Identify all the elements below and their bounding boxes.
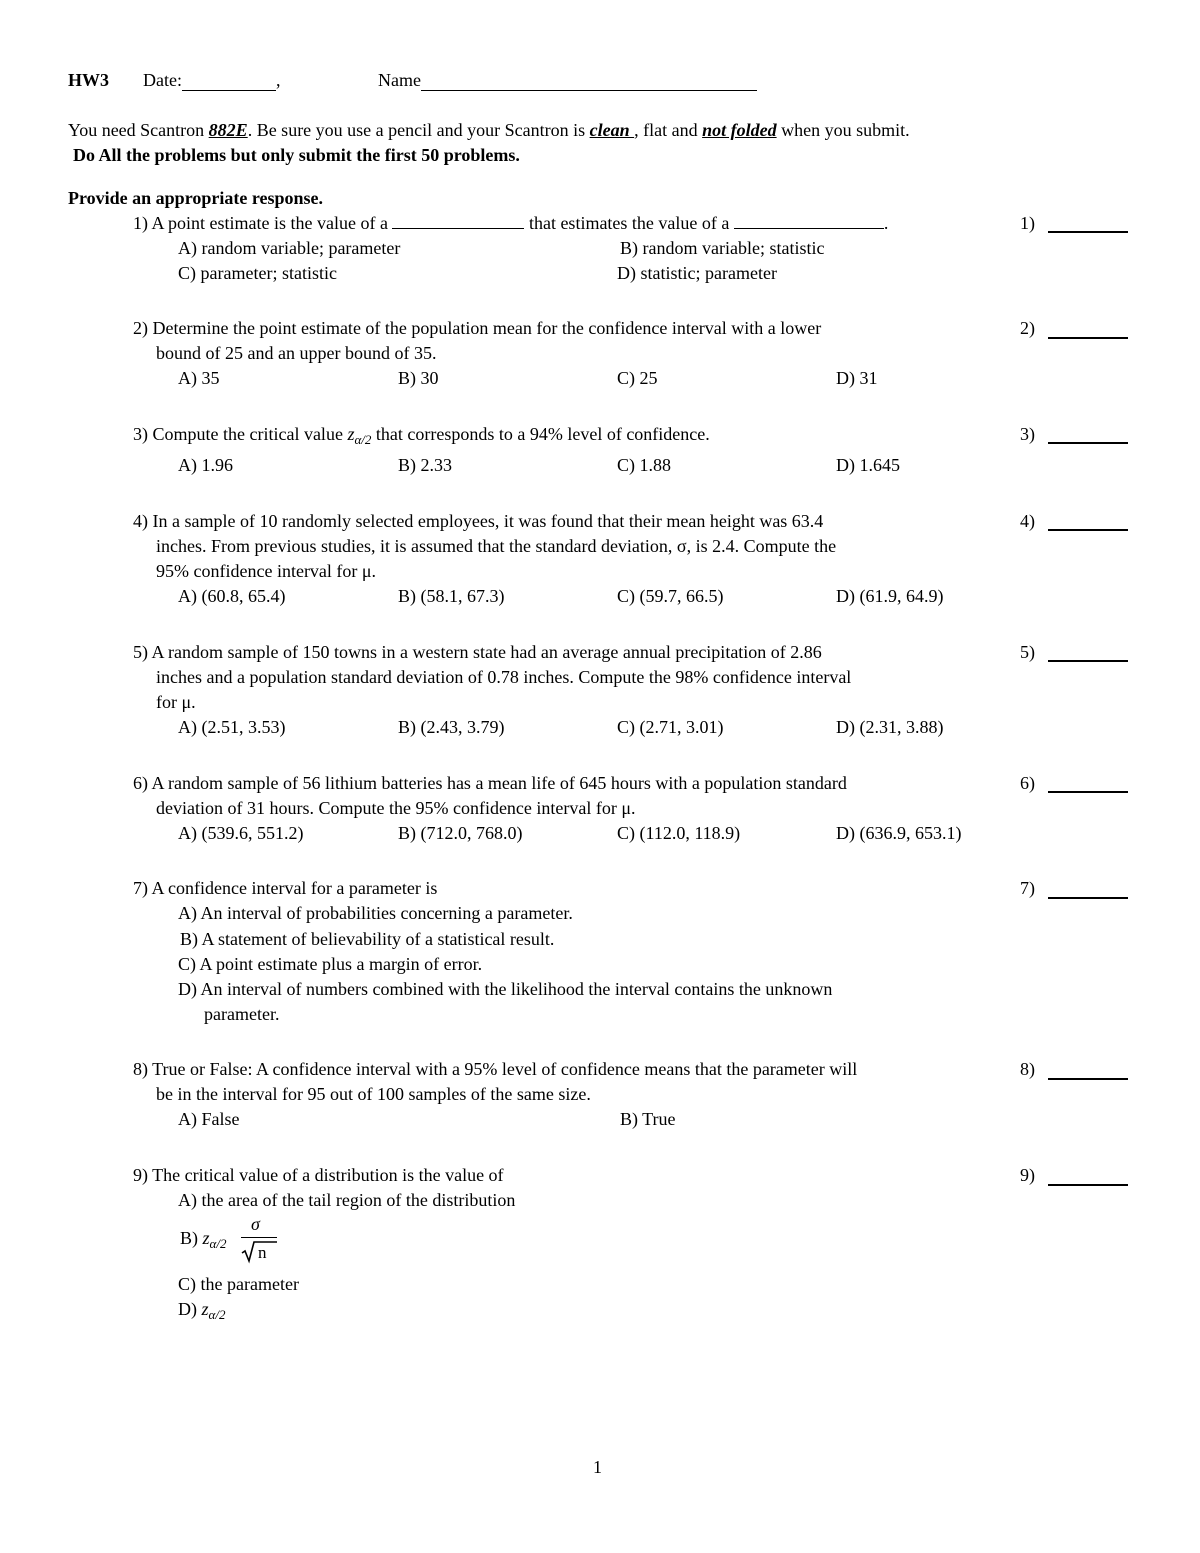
clean-emphasis: clean [589, 120, 635, 140]
q9-option-b [180, 1227, 226, 1251]
q4-option-c: C) (59.7, 66.5) [617, 586, 724, 606]
question-2-line-2: bound of 25 and an upper bound of 35. [156, 343, 437, 363]
instructions-line-1 [68, 119, 910, 141]
instr-text-a: You need Scantron [68, 120, 209, 140]
n-denominator: n [258, 1243, 267, 1262]
q5-option-a: A) (2.51, 3.53) [178, 717, 286, 737]
question-9-line-1: 9) The critical value of a distribution is the value of [133, 1165, 504, 1185]
answer-number-4: 4) [1020, 511, 1035, 531]
question-3-text [133, 423, 710, 447]
q3-part-b: that corresponds to a 94% level of confidence. [371, 424, 710, 444]
date-suffix: , [275, 70, 281, 90]
instructions-line-2: Do All the problems but only submit the first 50 problems. [73, 145, 520, 165]
sigma-numerator: σ [251, 1214, 260, 1234]
name-field[interactable] [421, 72, 757, 91]
question-8-line-1: 8) True or False: A confidence interval with a 95% level of confidence means that the parameter will [133, 1059, 858, 1079]
q6-option-c: C) (112.0, 118.9) [617, 823, 741, 843]
q8-option-b: B) True [620, 1109, 676, 1129]
answer-number-7: 7) [1020, 878, 1035, 898]
question-6-line-1: 6) A random sample of 56 lithium batteries has a mean life of 645 hours with a population standard [133, 773, 847, 793]
q9-option-a: A) the area of the tail region of the distribution [178, 1190, 516, 1210]
q3-option-a: A) 1.96 [178, 455, 233, 475]
instr-text-d: when you submit. [776, 120, 910, 140]
answer-number-6: 6) [1020, 773, 1035, 793]
date-label-text: Date: [143, 70, 182, 90]
date-field[interactable] [182, 72, 276, 91]
q6-option-a: A) (539.6, 551.2) [178, 823, 304, 843]
answer-blank-3[interactable] [1048, 442, 1128, 444]
q6-option-b: B) (712.0, 768.0) [398, 823, 523, 843]
question-5-line-3: for μ. [156, 692, 196, 712]
q3-option-d: D) 1.645 [836, 455, 900, 475]
instr-text-b: . Be sure you use a pencil and your Scantron is [247, 120, 590, 140]
q7-option-a: A) An interval of probabilities concerning a parameter. [178, 903, 573, 923]
answer-blank-1[interactable] [1048, 231, 1128, 233]
q6-option-d: D) (636.9, 653.1) [836, 823, 962, 843]
q2-option-a: A) 35 [178, 368, 220, 388]
q3-option-b: B) 2.33 [398, 455, 452, 475]
answer-blank-7[interactable] [1048, 897, 1128, 899]
answer-blank-2[interactable] [1048, 337, 1128, 339]
q1-part-c: . [883, 213, 889, 233]
question-6-line-2: deviation of 31 hours. Compute the 95% confidence interval for μ. [156, 798, 636, 818]
answer-number-8: 8) [1020, 1059, 1035, 1079]
q7-option-b: B) A statement of believability of a statistical result. [180, 929, 555, 949]
page-number: 1 [593, 1457, 602, 1477]
question-4-line-3: 95% confidence interval for μ. [156, 561, 377, 581]
q5-option-d: D) (2.31, 3.88) [836, 717, 944, 737]
scantron-code: 882E [208, 120, 248, 140]
z-symbol: z [202, 1228, 210, 1248]
answer-number-9: 9) [1020, 1165, 1035, 1185]
q4-option-a: A) (60.8, 65.4) [178, 586, 286, 606]
answer-blank-9[interactable] [1048, 1184, 1128, 1186]
question-5-line-2: inches and a population standard deviation of 0.78 inches. Compute the 98% confidence interval [156, 667, 852, 687]
answer-blank-5[interactable] [1048, 660, 1128, 662]
question-5-line-1: 5) A random sample of 150 towns in a western state had an average annual precipitation of 2.86 [133, 642, 822, 662]
alpha-half-subscript: α/2 [354, 432, 372, 447]
not-folded-emphasis: not folded [702, 120, 777, 140]
name-label-text: Name [378, 70, 421, 90]
answer-number-3: 3) [1020, 424, 1035, 444]
q9-option-d-label: D) [178, 1299, 202, 1319]
q3-part-a: 3) Compute the critical value [133, 424, 348, 444]
q1-option-c: C) parameter; statistic [178, 263, 337, 283]
q1-part-b: that estimates the value of a [528, 213, 730, 233]
section-title: Provide an appropriate response. [68, 188, 324, 208]
q2-option-c: C) 25 [617, 368, 658, 388]
q5-option-c: C) (2.71, 3.01) [617, 717, 724, 737]
fraction-bar [241, 1237, 277, 1238]
q5-option-b: B) (2.43, 3.79) [398, 717, 505, 737]
q1-option-b: B) random variable; statistic [620, 238, 825, 258]
instr-text-c: , flat and [634, 120, 703, 140]
answer-blank-4[interactable] [1048, 529, 1128, 531]
answer-number-1: 1) [1020, 213, 1035, 233]
q4-option-d: D) (61.9, 64.9) [836, 586, 944, 606]
question-1-text [133, 212, 888, 234]
answer-number-5: 5) [1020, 642, 1035, 662]
q2-option-d: D) 31 [836, 368, 878, 388]
question-2-line-1: 2) Determine the point estimate of the population mean for the confidence interval with a lower [133, 318, 822, 338]
question-7-line-1: 7) A confidence interval for a parameter is [133, 878, 438, 898]
alpha-half-subscript: α/2 [209, 1236, 227, 1251]
q1-option-d: D) statistic; parameter [617, 263, 777, 283]
q1-blank-2 [734, 212, 884, 229]
z-symbol: z [201, 1299, 209, 1319]
q7-option-c: C) A point estimate plus a margin of error. [178, 954, 483, 974]
z-symbol: z [347, 424, 355, 444]
name-label [378, 69, 757, 91]
q1-blank-1 [392, 212, 524, 229]
q3-option-c: C) 1.88 [617, 455, 671, 475]
answer-blank-6[interactable] [1048, 791, 1128, 793]
q7-option-d: D) An interval of numbers combined with the likelihood the interval contains the unknown [178, 979, 833, 999]
q4-option-b: B) (58.1, 67.3) [398, 586, 505, 606]
question-4-line-1: 4) In a sample of 10 randomly selected employees, it was found that their mean height was 63.4 [133, 511, 824, 531]
homework-title: HW3 [68, 70, 110, 90]
q2-option-b: B) 30 [398, 368, 439, 388]
question-8-line-2: be in the interval for 95 out of 100 samples of the same size. [156, 1084, 591, 1104]
q1-part-a: 1) A point estimate is the value of a [133, 213, 388, 233]
answer-blank-8[interactable] [1048, 1078, 1128, 1080]
q9-option-b-label: B) [180, 1228, 203, 1248]
date-label [143, 69, 280, 91]
alpha-half-subscript: α/2 [208, 1307, 226, 1322]
q1-option-a: A) random variable; parameter [178, 238, 401, 258]
q9-option-d [178, 1298, 225, 1322]
answer-number-2: 2) [1020, 318, 1035, 338]
q8-option-a: A) False [178, 1109, 240, 1129]
question-4-line-2: inches. From previous studies, it is assumed that the standard deviation, σ, is 2.4. Compute the [156, 536, 837, 556]
q9-option-c: C) the parameter [178, 1274, 299, 1294]
q7-option-d-continued: parameter. [204, 1004, 280, 1024]
